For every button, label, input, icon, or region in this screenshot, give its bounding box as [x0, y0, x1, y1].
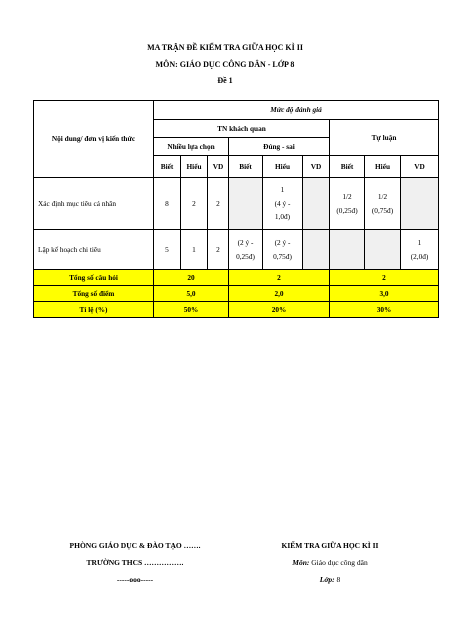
empty-cell — [229, 178, 263, 230]
objective-header: TN khách quan — [154, 120, 330, 138]
total-essay: 3,0 — [330, 286, 439, 302]
grade-info — [240, 575, 420, 592]
cell-line: 1 — [417, 237, 422, 247]
essay-understand-cell — [365, 178, 401, 230]
table-row — [34, 178, 439, 230]
total-row — [34, 286, 439, 302]
total-label: Tổng số câu hỏi — [34, 270, 154, 286]
level-header: Biết — [229, 156, 263, 178]
footer-left — [40, 541, 230, 592]
cell-line: 1/2 — [342, 191, 352, 201]
mc-know-cell: 5 — [154, 230, 181, 270]
school: TRƯỜNG THCS ……………. — [86, 558, 184, 567]
divider: -----ooo----- — [116, 575, 154, 584]
empty-cell — [303, 230, 330, 270]
tf-understand-cell — [263, 230, 303, 270]
cell-line: 1,0đ) — [274, 212, 291, 222]
essay-apply-cell — [401, 230, 439, 270]
empty-cell — [365, 230, 401, 270]
mc-know-cell: 8 — [154, 178, 181, 230]
subject-line: MÔN: GIÁO DỤC CÔNG DÂN - LỚP 8 — [155, 60, 295, 69]
cell-line: (0,25đ) — [336, 205, 358, 215]
tf-understand-cell — [263, 178, 303, 230]
true-false-header: Đúng - sai — [229, 138, 330, 156]
cell-line: 1/2 — [377, 191, 388, 201]
assessment-matrix — [33, 100, 439, 318]
essay-header: Tự luận — [330, 120, 439, 156]
total-tf: 2,0 — [229, 286, 330, 302]
level-header: Biết — [154, 156, 181, 178]
level-header: Hiểu — [365, 156, 401, 178]
empty-cell — [401, 178, 439, 230]
cell-line: (0,75đ) — [371, 205, 394, 215]
table-row — [34, 230, 439, 270]
empty-cell — [303, 178, 330, 230]
empty-cell — [330, 230, 365, 270]
subject-value: Giáo dục công dân — [311, 558, 368, 567]
total-mc: 50% — [154, 302, 229, 318]
total-row — [34, 302, 439, 318]
exam-code: Đề 1 — [217, 76, 233, 85]
content-header: Nội dung/ đơn vị kiến thức — [34, 101, 154, 178]
total-mc: 5,0 — [154, 286, 229, 302]
total-essay: 2 — [330, 270, 439, 286]
total-tf: 20% — [229, 302, 330, 318]
topic-cell: Lập kế hoạch chi tiêu — [34, 230, 154, 270]
level-header: VD — [208, 156, 229, 178]
cell-line: 0,25đ) — [236, 251, 255, 261]
subject-info — [240, 558, 420, 575]
cell-line: (2 ý - — [274, 237, 291, 247]
level-header: VD — [401, 156, 439, 178]
multiple-choice-header: Nhiều lựa chọn — [154, 138, 229, 156]
grade-label: Lớp: — [319, 575, 335, 584]
cell-line: 1 — [280, 184, 285, 194]
page-title: MA TRẬN ĐỀ KIỂM TRA GIỮA HỌC KÌ II — [147, 43, 303, 52]
total-essay: 30% — [330, 302, 439, 318]
grade-value: 8 — [336, 575, 341, 584]
total-mc: 20 — [154, 270, 229, 286]
cell-line: (2,0đ) — [410, 251, 429, 261]
assessment-level-header: Mức độ đánh giá — [154, 101, 439, 120]
subject-label: Môn: — [292, 558, 310, 567]
total-label: Tỉ lệ (%) — [34, 302, 154, 318]
level-header: Hiểu — [263, 156, 303, 178]
cell-line: (4 ý - — [274, 198, 291, 208]
level-header: VD — [303, 156, 330, 178]
total-label: Tổng số điểm — [34, 286, 154, 302]
cell-line: 0,75đ) — [273, 251, 292, 261]
total-tf: 2 — [229, 270, 330, 286]
mc-understand-cell: 2 — [181, 178, 208, 230]
total-row — [34, 270, 439, 286]
essay-know-cell — [330, 178, 365, 230]
mc-understand-cell: 1 — [181, 230, 208, 270]
tf-know-cell — [229, 230, 263, 270]
cell-line: (2 ý - — [237, 237, 254, 247]
footer-right — [240, 541, 420, 592]
topic-cell: Xác định mục tiêu cá nhân — [34, 178, 154, 230]
level-header: Biết — [330, 156, 365, 178]
mc-apply-cell: 2 — [208, 230, 229, 270]
department: PHÒNG GIÁO DỤC & ĐÀO TẠO ……. — [69, 541, 201, 550]
level-header: Hiểu — [181, 156, 208, 178]
exam-title: KIỂM TRA GIỮA HỌC KÌ II — [281, 541, 379, 550]
mc-apply-cell: 2 — [208, 178, 229, 230]
